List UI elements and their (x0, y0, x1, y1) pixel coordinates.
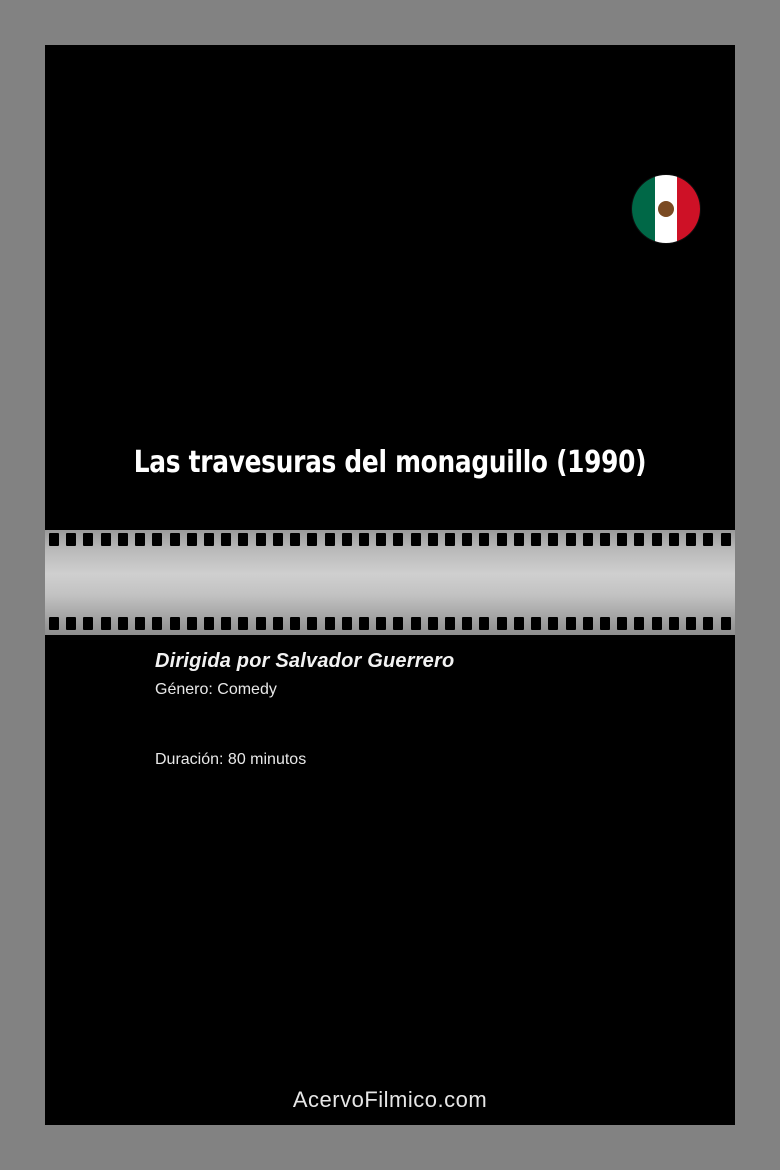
perforation (462, 533, 472, 546)
perforation (359, 533, 369, 546)
perforation (428, 533, 438, 546)
perforation (652, 533, 662, 546)
perforation (669, 617, 679, 630)
movie-poster (45, 45, 735, 1125)
perforation (376, 617, 386, 630)
perforation (170, 617, 180, 630)
director-line: Dirigida por Salvador Guerrero (155, 650, 455, 672)
perforation (566, 533, 576, 546)
perforation (514, 533, 524, 546)
perforation (221, 533, 231, 546)
perforation (66, 617, 76, 630)
perforation (376, 533, 386, 546)
flag-emblem-icon (658, 201, 674, 217)
perforation (583, 533, 593, 546)
genre-line: Género: Comedy (155, 681, 277, 698)
perforation (101, 533, 111, 546)
perforation (83, 533, 93, 546)
perforation (411, 533, 421, 546)
perforation (204, 617, 214, 630)
perforation (83, 617, 93, 630)
perforation (686, 617, 696, 630)
perforation (170, 533, 180, 546)
perforation (600, 617, 610, 630)
footer (45, 1087, 735, 1113)
perforation (273, 617, 283, 630)
duration-line: Duración: 80 minutos (155, 751, 307, 768)
perforation (462, 617, 472, 630)
perforation (479, 617, 489, 630)
perforation (152, 533, 162, 546)
perforation (118, 617, 128, 630)
page-title: Las travesuras del monaguillo (1990) (133, 445, 647, 480)
perforation (307, 617, 317, 630)
perforation (135, 533, 145, 546)
perforation (548, 617, 558, 630)
perforation (531, 617, 541, 630)
perforation (583, 617, 593, 630)
perforation (118, 533, 128, 546)
filmstrip-perforations-top (45, 533, 735, 548)
perforation (290, 617, 300, 630)
perforation (342, 617, 352, 630)
perforation (238, 533, 248, 546)
perforation (325, 533, 335, 546)
mexico-flag-icon (632, 175, 700, 243)
perforation (703, 533, 713, 546)
perforation (66, 533, 76, 546)
perforation (566, 617, 576, 630)
perforation (721, 617, 731, 630)
perforation (152, 617, 162, 630)
perforation (548, 533, 558, 546)
filmstrip-divider (45, 530, 735, 635)
perforation (617, 617, 627, 630)
perforation (497, 617, 507, 630)
perforation (634, 533, 644, 546)
perforation (617, 533, 627, 546)
perforation (204, 533, 214, 546)
perforation (256, 617, 266, 630)
perforation (445, 617, 455, 630)
perforation (497, 533, 507, 546)
filmstrip-perforations-bottom (45, 617, 735, 632)
perforation (187, 533, 197, 546)
flag-stripe-green (632, 175, 655, 243)
perforation (307, 533, 317, 546)
perforation (187, 617, 197, 630)
perforation (531, 533, 541, 546)
perforation (428, 617, 438, 630)
perforation (273, 533, 283, 546)
perforation (221, 617, 231, 630)
site-name: AcervoFilmico.com (292, 1087, 488, 1112)
perforation (135, 617, 145, 630)
perforation (686, 533, 696, 546)
perforation (393, 533, 403, 546)
perforation (393, 617, 403, 630)
perforation (669, 533, 679, 546)
perforation (290, 533, 300, 546)
perforation (238, 617, 248, 630)
perforation (600, 533, 610, 546)
flag-stripe-red (677, 175, 700, 243)
title-block (45, 445, 735, 481)
perforation (703, 617, 713, 630)
perforation (359, 617, 369, 630)
perforation (634, 617, 644, 630)
perforation (652, 617, 662, 630)
perforation (514, 617, 524, 630)
credits-block (155, 650, 675, 769)
perforation (49, 617, 59, 630)
perforation (325, 617, 335, 630)
perforation (256, 533, 266, 546)
perforation (342, 533, 352, 546)
perforation (101, 617, 111, 630)
perforation (445, 533, 455, 546)
perforation (721, 533, 731, 546)
perforation (479, 533, 489, 546)
perforation (49, 533, 59, 546)
perforation (411, 617, 421, 630)
